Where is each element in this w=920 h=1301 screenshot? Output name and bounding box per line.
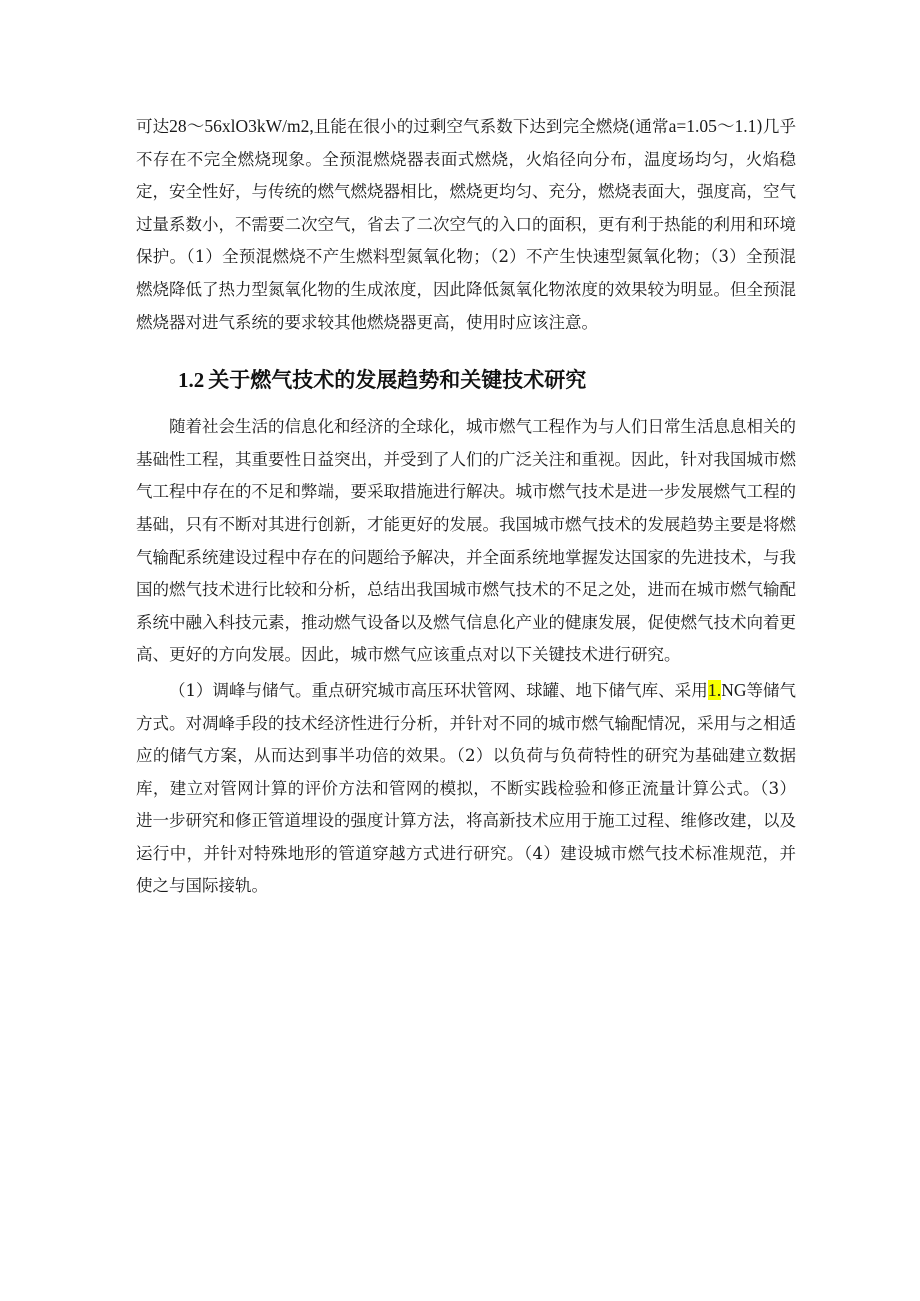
paragraph-development-trend: 随着社会生活的信息化和经济的全球化，城市燃气工程作为与人们日常生活息息相关的基础性工程，其重要性日益突出，并受到了人们的广泛关注和重视。因此，针对我国城市燃气工程中存在的不足和弊端，要采取措施进行解决。城市燃气技术是进一步发展燃气工程的基础，只有不断对其进行创新，才能更好的发展。我国城市燃气技术的发展趋势主要是将燃气输配系统建设过程中存在的问题给予解决，并全面系统地掌握发达国家的先进技术，与我国的燃气技术进行比较和分析，总结出我国城市燃气技术的不足之处，进而在城市燃气输配系统中融入科技元素，推动燃气设备以及燃气信息化产业的健康发展，促使燃气技术向着更高、更好的方向发展。因此，城市燃气应该重点对以下关键技术进行研究。: [136, 417, 796, 665]
heat-intensity-value: 28～56xlO3kW/m2,: [169, 116, 314, 136]
section-title: 关于燃气技术的发展趋势和关键技术研究: [208, 367, 587, 393]
paragraph-key-technologies: [136, 674, 796, 903]
air-coefficient-value: a=1.05～1.1: [668, 116, 757, 136]
para3-text-rest: 等储气方式。对凋峰手段的技术经济性进行分析，并针对不同的城市燃气输配情况，采用与之相适应的储气方案，从而达到事半功倍的效果。（2）以负荷与负荷特性的研究为基础建立数据库，建立对管网计算的评价方法和管网的模拟，不断实践检验和修正流量计算公式。（3）进一步研究和修正管道埋设的强度计算方法，将高新技术应用于施工过程、维修改建，以及运行中，并针对特殊地形的管道穿越方式进行研究。（4）建设城市燃气技术标准规范，并使之与国际接轨。: [136, 680, 797, 896]
para1-text-rest: 几乎不存在不完全燃烧现象。全预混燃烧器表面式燃烧，火焰径向分布，温度场均匀，火焰稳定，安全性好，与传统的燃气燃烧器相比，燃烧更均匀、充分，燃烧表面大，强度高，空气过量系数小，不需要二次空气，省去了二次空气的入口的面积，更有利于热能的利用和环境保护。（1）全预混燃烧不产生燃料型氮氧化物；（2）不产生快速型氮氧化物；（3）全预混燃烧降低了热力型氮氧化物的生成浓度，因此降低氮氧化物浓度的效果较为明显。但全预混燃烧器对进气系统的要求较其他燃烧器更高，使用时应该注意。: [136, 117, 797, 332]
para1-text-start: 可达: [136, 117, 170, 136]
para3-text-start: （1）调峰与储气。重点研究城市高压环状管网、球罐、地下储气库、采用: [169, 680, 708, 700]
highlighted-text: 1.: [707, 679, 722, 700]
section-number: 1.2: [178, 368, 205, 393]
lng-abbrev: NG: [721, 679, 747, 700]
section-heading: [136, 365, 796, 395]
paragraph-premix-combustion: [136, 110, 796, 339]
document-body: [136, 110, 796, 903]
para1-text-middle: 且能在很小的过剩空气系数下达到完全燃烧(通常: [313, 117, 669, 136]
para1-paren-close: ): [756, 117, 763, 136]
